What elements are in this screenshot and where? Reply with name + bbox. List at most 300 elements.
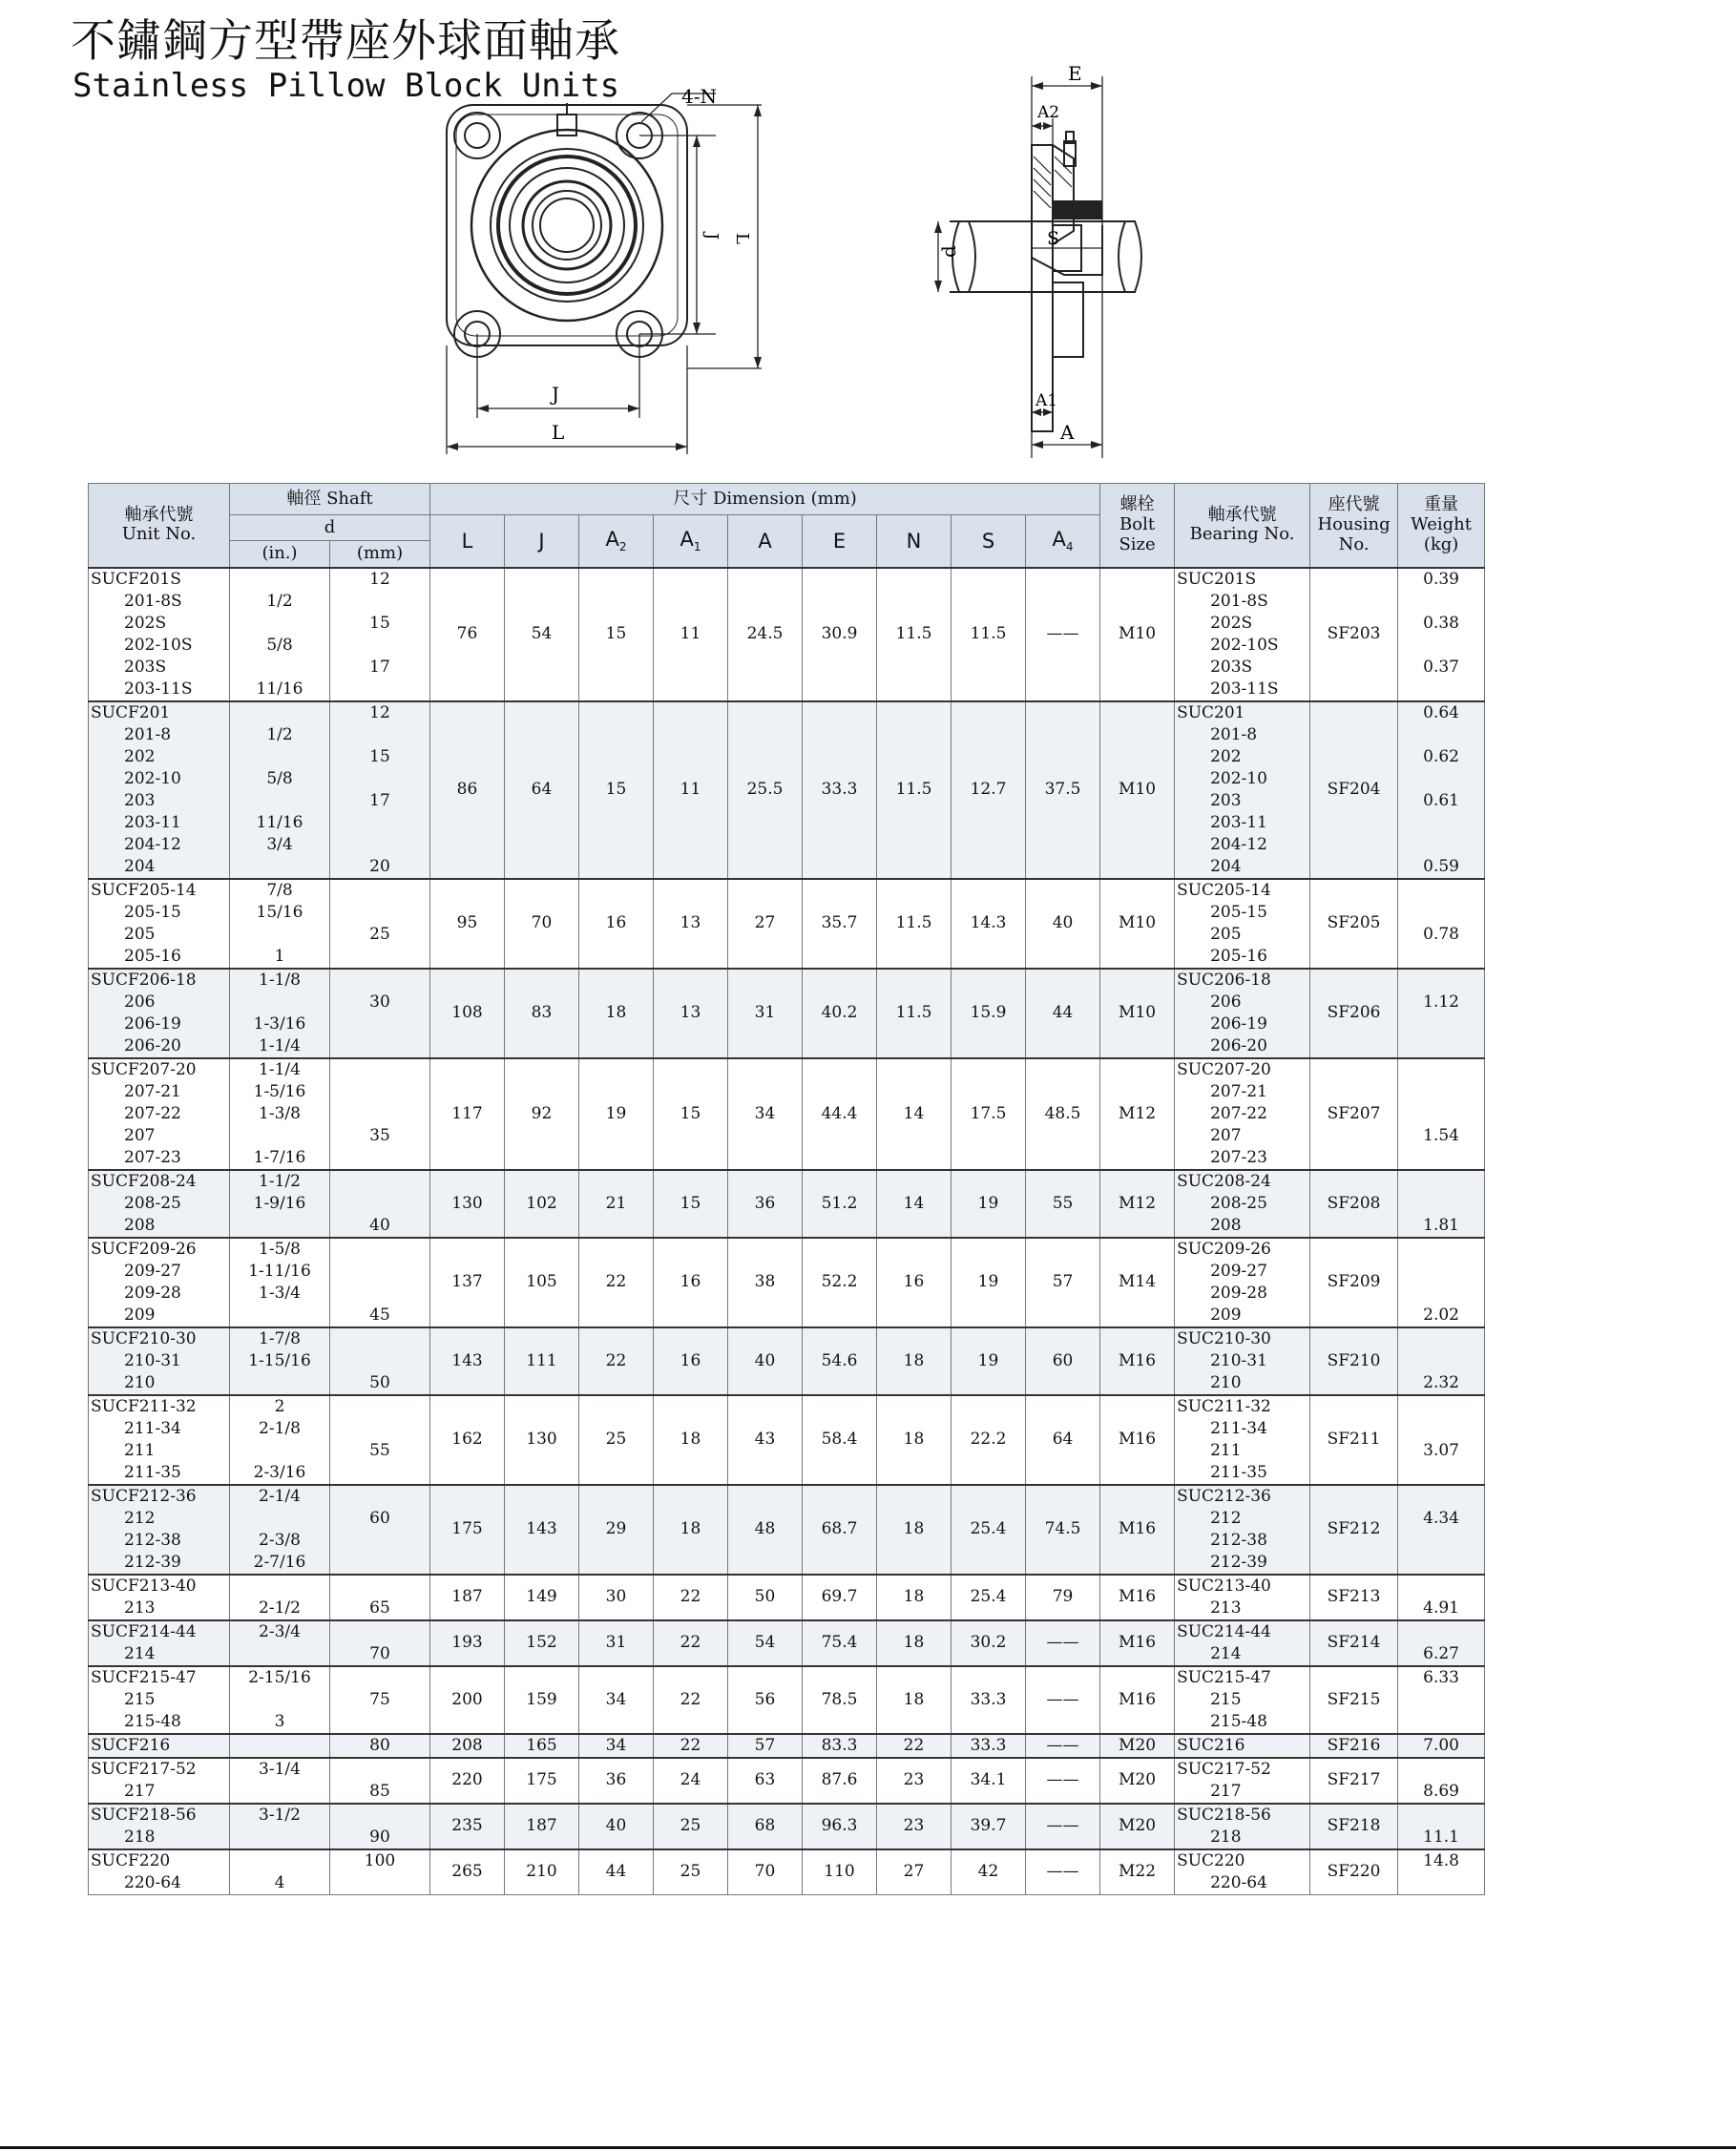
weight-cell: 4.91 xyxy=(1398,1575,1485,1620)
dim-s-cell: 17.5 xyxy=(952,1058,1026,1170)
dim-a-cell: 54 xyxy=(728,1620,803,1666)
weight-cell: 1.12 xyxy=(1398,969,1485,1058)
unit-no-cell: SUCF211-32 211-34 211 211-35 xyxy=(89,1395,230,1485)
dim-j-cell: 105 xyxy=(505,1238,579,1327)
bearing-no-cell: SUC214-44 214 xyxy=(1175,1620,1310,1666)
dim-bolt-cell: M20 xyxy=(1100,1758,1175,1804)
header-A1: $A_1$ xyxy=(654,515,728,568)
shaft-inch-cell: 7/8 15/16 1 xyxy=(230,879,330,969)
dim-s-cell: 42 xyxy=(952,1849,1026,1895)
shaft-mm-cell: 100 xyxy=(330,1849,430,1895)
dim-bolt-cell: M16 xyxy=(1100,1620,1175,1666)
label-a2: A2 xyxy=(1037,103,1060,122)
header-A2: $A_2$ xyxy=(579,515,654,568)
weight-cell: 2.02 xyxy=(1398,1238,1485,1327)
dim-j-cell: 159 xyxy=(505,1666,579,1734)
label-a: A xyxy=(1060,421,1075,444)
table-row xyxy=(89,1058,1485,1170)
dim-n-cell: 27 xyxy=(877,1849,952,1895)
dim-a4-cell: 79 xyxy=(1026,1575,1100,1620)
dim-a2-cell: 18 xyxy=(579,969,654,1058)
table-row xyxy=(89,1804,1485,1849)
bearing-no-cell: SUC201S 201-8S 202S 202-10S 203S 203-11S xyxy=(1175,568,1310,701)
label-a1: A1 xyxy=(1035,391,1058,410)
dim-e-cell: 87.6 xyxy=(803,1758,877,1804)
table-row xyxy=(89,1666,1485,1734)
housing-no-cell: SF217 xyxy=(1310,1758,1398,1804)
dim-l-cell: 95 xyxy=(430,879,505,969)
table-body xyxy=(89,568,1485,1895)
table-row xyxy=(89,1170,1485,1238)
header-N: N xyxy=(877,515,952,568)
dim-l-cell: 235 xyxy=(430,1804,505,1849)
dim-n-cell: 18 xyxy=(877,1575,952,1620)
table-row xyxy=(89,1849,1485,1895)
dim-bolt-cell: M20 xyxy=(1100,1734,1175,1758)
bearing-no-cell: SUC213-40 213 xyxy=(1175,1575,1310,1620)
dim-n-cell: 18 xyxy=(877,1395,952,1485)
bearing-no-cell: SUC211-32 211-34 211 211-35 xyxy=(1175,1395,1310,1485)
dim-a1-cell: 22 xyxy=(654,1734,728,1758)
unit-no-cell: SUCF217-52 217 xyxy=(89,1758,230,1804)
dim-s-cell: 22.2 xyxy=(952,1395,1026,1485)
housing-no-cell: SF216 xyxy=(1310,1734,1398,1758)
label-e: E xyxy=(1068,62,1082,85)
housing-no-cell: SF204 xyxy=(1310,701,1398,879)
dim-a2-cell: 31 xyxy=(579,1620,654,1666)
dim-a1-cell: 16 xyxy=(654,1327,728,1395)
table-row xyxy=(89,568,1485,701)
unit-no-cell: SUCF213-40 213 xyxy=(89,1575,230,1620)
dim-e-cell: 35.7 xyxy=(803,879,877,969)
dim-l-cell: 76 xyxy=(430,568,505,701)
unit-no-cell: SUCF216 xyxy=(89,1734,230,1758)
table-row xyxy=(89,1575,1485,1620)
dim-j-cell: 54 xyxy=(505,568,579,701)
shaft-mm-cell: 35 xyxy=(330,1058,430,1170)
dim-e-cell: 52.2 xyxy=(803,1238,877,1327)
bearing-no-cell: SUC216 xyxy=(1175,1734,1310,1758)
dim-j-cell: 83 xyxy=(505,969,579,1058)
dim-j-cell: 130 xyxy=(505,1395,579,1485)
dim-a-cell: 36 xyxy=(728,1170,803,1238)
dim-a4-cell: 57 xyxy=(1026,1238,1100,1327)
dim-e-cell: 51.2 xyxy=(803,1170,877,1238)
dim-e-cell: 96.3 xyxy=(803,1804,877,1849)
dim-j-cell: 187 xyxy=(505,1804,579,1849)
dim-j-cell: 102 xyxy=(505,1170,579,1238)
bearing-no-cell: SUC207-20 207-21 207-22 207 207-23 xyxy=(1175,1058,1310,1170)
shaft-inch-cell xyxy=(230,1734,330,1758)
housing-no-cell: SF211 xyxy=(1310,1395,1398,1485)
shaft-mm-cell: 70 xyxy=(330,1620,430,1666)
shaft-inch-cell: 3-1/2 xyxy=(230,1804,330,1849)
label-s: S xyxy=(1047,228,1060,249)
label-d: d xyxy=(937,245,960,258)
dim-a1-cell: 18 xyxy=(654,1395,728,1485)
dim-a4-cell: 64 xyxy=(1026,1395,1100,1485)
dim-a1-cell: 13 xyxy=(654,969,728,1058)
housing-no-cell: SF215 xyxy=(1310,1666,1398,1734)
weight-cell: 1.81 xyxy=(1398,1170,1485,1238)
header-unit-no: 軸承代號 Unit No. xyxy=(89,484,230,568)
dim-bolt-cell: M16 xyxy=(1100,1485,1175,1575)
unit-no-cell: SUCF206-18 206 206-19 206-20 xyxy=(89,969,230,1058)
dim-a2-cell: 19 xyxy=(579,1058,654,1170)
dim-bolt-cell: M12 xyxy=(1100,1170,1175,1238)
dim-l-cell: 86 xyxy=(430,701,505,879)
dim-l-cell: 220 xyxy=(430,1758,505,1804)
shaft-mm-cell: 55 xyxy=(330,1395,430,1485)
bearing-no-cell: SUC220 220-64 xyxy=(1175,1849,1310,1895)
dim-a1-cell: 11 xyxy=(654,701,728,879)
dim-a-cell: 31 xyxy=(728,969,803,1058)
dim-e-cell: 78.5 xyxy=(803,1666,877,1734)
dim-a4-cell: 40 xyxy=(1026,879,1100,969)
weight-cell: 0.64 0.62 0.61 0.59 xyxy=(1398,701,1485,879)
header-inch: (in.) xyxy=(230,541,330,568)
dim-a1-cell: 25 xyxy=(654,1804,728,1849)
dim-bolt-cell: M14 xyxy=(1100,1238,1175,1327)
dim-a2-cell: 22 xyxy=(579,1238,654,1327)
header-bearing-no: 軸承代號 Bearing No. xyxy=(1175,484,1310,568)
dim-n-cell: 11.5 xyxy=(877,879,952,969)
dim-s-cell: 12.7 xyxy=(952,701,1026,879)
housing-no-cell: SF218 xyxy=(1310,1804,1398,1849)
dim-a1-cell: 11 xyxy=(654,568,728,701)
table-row xyxy=(89,701,1485,879)
bearing-no-cell: SUC212-36 212 212-38 212-39 xyxy=(1175,1485,1310,1575)
unit-no-cell: SUCF201 201-8 202 202-10 203 203-11 204-12 204 xyxy=(89,701,230,879)
dim-j-cell: 111 xyxy=(505,1327,579,1395)
dim-l-cell: 200 xyxy=(430,1666,505,1734)
weight-cell: 3.07 xyxy=(1398,1395,1485,1485)
dim-n-cell: 14 xyxy=(877,1058,952,1170)
dim-a4-cell: —— xyxy=(1026,1804,1100,1849)
shaft-inch-cell: 3-1/4 xyxy=(230,1758,330,1804)
table-row xyxy=(89,969,1485,1058)
dim-n-cell: 14 xyxy=(877,1170,952,1238)
dim-a1-cell: 22 xyxy=(654,1666,728,1734)
shaft-mm-cell: 80 xyxy=(330,1734,430,1758)
dim-j-cell: 210 xyxy=(505,1849,579,1895)
unit-no-cell: SUCF208-24 208-25 208 xyxy=(89,1170,230,1238)
dim-j-cell: 64 xyxy=(505,701,579,879)
dim-a-cell: 25.5 xyxy=(728,701,803,879)
dim-n-cell: 23 xyxy=(877,1758,952,1804)
unit-no-cell: SUCF214-44 214 xyxy=(89,1620,230,1666)
bearing-no-cell: SUC210-30 210-31 210 xyxy=(1175,1327,1310,1395)
shaft-inch-cell: 1-7/8 1-15/16 xyxy=(230,1327,330,1395)
table-row xyxy=(89,1758,1485,1804)
table-row xyxy=(89,1620,1485,1666)
header-A4: $A_4$ xyxy=(1026,515,1100,568)
dim-j-cell: 152 xyxy=(505,1620,579,1666)
dim-a2-cell: 22 xyxy=(579,1327,654,1395)
dim-a4-cell: —— xyxy=(1026,1734,1100,1758)
dim-a2-cell: 36 xyxy=(579,1758,654,1804)
dim-l-cell: 108 xyxy=(430,969,505,1058)
dim-a4-cell: —— xyxy=(1026,1758,1100,1804)
dim-bolt-cell: M10 xyxy=(1100,879,1175,969)
dim-a2-cell: 15 xyxy=(579,568,654,701)
dim-j-cell: 175 xyxy=(505,1758,579,1804)
dim-n-cell: 18 xyxy=(877,1620,952,1666)
dim-bolt-cell: M16 xyxy=(1100,1666,1175,1734)
housing-no-cell: SF212 xyxy=(1310,1485,1398,1575)
dim-a4-cell: —— xyxy=(1026,1666,1100,1734)
dim-a4-cell: 60 xyxy=(1026,1327,1100,1395)
weight-cell: 8.69 xyxy=(1398,1758,1485,1804)
dim-e-cell: 33.3 xyxy=(803,701,877,879)
dim-s-cell: 14.3 xyxy=(952,879,1026,969)
dim-a1-cell: 15 xyxy=(654,1170,728,1238)
dim-a1-cell: 22 xyxy=(654,1620,728,1666)
dim-a-cell: 43 xyxy=(728,1395,803,1485)
shaft-mm-cell: 40 xyxy=(330,1170,430,1238)
dim-a2-cell: 16 xyxy=(579,879,654,969)
dim-a4-cell: 74.5 xyxy=(1026,1485,1100,1575)
dim-bolt-cell: M12 xyxy=(1100,1058,1175,1170)
label-j-vertical: J xyxy=(701,233,722,240)
header-housing-no: 座代號 Housing No. xyxy=(1310,484,1398,568)
weight-cell: 7.00 xyxy=(1398,1734,1485,1758)
weight-cell: 6.27 xyxy=(1398,1620,1485,1666)
page-subtitle: Stainless Pillow Block Units xyxy=(73,67,620,105)
shaft-inch-cell: 1-1/4 1-5/16 1-3/8 1-7/16 xyxy=(230,1058,330,1170)
dim-a-cell: 63 xyxy=(728,1758,803,1804)
shaft-mm-cell: 12 15 17 xyxy=(330,568,430,701)
shaft-inch-cell: 1-1/2 1-9/16 xyxy=(230,1170,330,1238)
dim-a4-cell: 44 xyxy=(1026,969,1100,1058)
header-E: E xyxy=(803,515,877,568)
unit-no-cell: SUCF209-26 209-27 209-28 209 xyxy=(89,1238,230,1327)
dim-e-cell: 54.6 xyxy=(803,1327,877,1395)
weight-cell: 11.1 xyxy=(1398,1804,1485,1849)
unit-no-cell: SUCF215-47 215 215-48 xyxy=(89,1666,230,1734)
dim-a-cell: 68 xyxy=(728,1804,803,1849)
shaft-mm-cell: 90 xyxy=(330,1804,430,1849)
unit-no-cell: SUCF205-14 205-15 205 205-16 xyxy=(89,879,230,969)
table-row xyxy=(89,1238,1485,1327)
dim-a-cell: 70 xyxy=(728,1849,803,1895)
dim-a4-cell: —— xyxy=(1026,1849,1100,1895)
spec-table xyxy=(88,483,1485,1895)
dim-a4-cell: —— xyxy=(1026,1620,1100,1666)
shaft-mm-cell: 75 xyxy=(330,1666,430,1734)
dim-n-cell: 11.5 xyxy=(877,701,952,879)
bearing-no-cell: SUC209-26 209-27 209-28 209 xyxy=(1175,1238,1310,1327)
shaft-inch-cell: 2-3/4 xyxy=(230,1620,330,1666)
unit-no-cell: SUCF218-56 218 xyxy=(89,1804,230,1849)
dim-s-cell: 34.1 xyxy=(952,1758,1026,1804)
dim-j-cell: 165 xyxy=(505,1734,579,1758)
dim-l-cell: 117 xyxy=(430,1058,505,1170)
table-row xyxy=(89,1734,1485,1758)
dim-s-cell: 25.4 xyxy=(952,1575,1026,1620)
dim-a-cell: 50 xyxy=(728,1575,803,1620)
unit-no-cell: SUCF207-20 207-21 207-22 207 207-23 xyxy=(89,1058,230,1170)
dim-bolt-cell: M16 xyxy=(1100,1327,1175,1395)
unit-no-cell: SUCF212-36 212 212-38 212-39 xyxy=(89,1485,230,1575)
dim-e-cell: 69.7 xyxy=(803,1575,877,1620)
unit-no-cell: SUCF220 220-64 xyxy=(89,1849,230,1895)
dim-j-cell: 143 xyxy=(505,1485,579,1575)
dim-n-cell: 22 xyxy=(877,1734,952,1758)
weight-cell: 14.8 xyxy=(1398,1849,1485,1895)
dim-a-cell: 27 xyxy=(728,879,803,969)
shaft-inch-cell: 1/2 5/8 11/16 xyxy=(230,568,330,701)
dim-bolt-cell: M10 xyxy=(1100,568,1175,701)
bearing-no-cell: SUC205-14 205-15 205 205-16 xyxy=(1175,879,1310,969)
shaft-mm-cell: 65 xyxy=(330,1575,430,1620)
dim-n-cell: 16 xyxy=(877,1238,952,1327)
dim-bolt-cell: M10 xyxy=(1100,701,1175,879)
dim-a4-cell: 37.5 xyxy=(1026,701,1100,879)
header-A: A xyxy=(728,515,803,568)
dim-bolt-cell: M10 xyxy=(1100,969,1175,1058)
dim-a4-cell: —— xyxy=(1026,568,1100,701)
dim-a4-cell: 48.5 xyxy=(1026,1058,1100,1170)
dim-bolt-cell: M16 xyxy=(1100,1395,1175,1485)
shaft-inch-cell: 2-15/16 3 xyxy=(230,1666,330,1734)
dim-a-cell: 56 xyxy=(728,1666,803,1734)
table-row xyxy=(89,879,1485,969)
dim-l-cell: 208 xyxy=(430,1734,505,1758)
dim-n-cell: 18 xyxy=(877,1485,952,1575)
dim-l-cell: 193 xyxy=(430,1620,505,1666)
dim-a2-cell: 44 xyxy=(579,1849,654,1895)
page-title: 不鏽鋼方型帶座外球面軸承 xyxy=(71,15,620,68)
weight-cell: 4.34 xyxy=(1398,1485,1485,1575)
dim-n-cell: 18 xyxy=(877,1666,952,1734)
dim-a-cell: 57 xyxy=(728,1734,803,1758)
dim-s-cell: 25.4 xyxy=(952,1485,1026,1575)
dim-a-cell: 34 xyxy=(728,1058,803,1170)
dim-l-cell: 143 xyxy=(430,1327,505,1395)
housing-no-cell: SF206 xyxy=(1310,969,1398,1058)
label-l-horizontal: L xyxy=(552,421,565,444)
dim-a4-cell: 55 xyxy=(1026,1170,1100,1238)
dim-l-cell: 175 xyxy=(430,1485,505,1575)
housing-no-cell: SF203 xyxy=(1310,568,1398,701)
weight-cell: 6.33 xyxy=(1398,1666,1485,1734)
dim-s-cell: 19 xyxy=(952,1238,1026,1327)
shaft-mm-cell: 30 xyxy=(330,969,430,1058)
weight-cell: 2.32 xyxy=(1398,1327,1485,1395)
dim-a-cell: 24.5 xyxy=(728,568,803,701)
dim-s-cell: 19 xyxy=(952,1170,1026,1238)
housing-no-cell: SF220 xyxy=(1310,1849,1398,1895)
dim-e-cell: 83.3 xyxy=(803,1734,877,1758)
housing-no-cell: SF213 xyxy=(1310,1575,1398,1620)
header-J: J xyxy=(505,515,579,568)
housing-no-cell: SF208 xyxy=(1310,1170,1398,1238)
dim-a1-cell: 16 xyxy=(654,1238,728,1327)
shaft-mm-cell: 60 xyxy=(330,1485,430,1575)
dim-e-cell: 58.4 xyxy=(803,1395,877,1485)
housing-no-cell: SF214 xyxy=(1310,1620,1398,1666)
dim-a1-cell: 24 xyxy=(654,1758,728,1804)
bearing-no-cell: SUC218-56 218 xyxy=(1175,1804,1310,1849)
unit-no-cell: SUCF201S 201-8S 202S 202-10S 203S 203-11S xyxy=(89,568,230,701)
dim-e-cell: 44.4 xyxy=(803,1058,877,1170)
dim-l-cell: 137 xyxy=(430,1238,505,1327)
dim-a2-cell: 34 xyxy=(579,1666,654,1734)
housing-no-cell: SF209 xyxy=(1310,1238,1398,1327)
shaft-inch-cell: 2-1/2 xyxy=(230,1575,330,1620)
dim-s-cell: 39.7 xyxy=(952,1804,1026,1849)
dim-e-cell: 40.2 xyxy=(803,969,877,1058)
weight-cell: 0.39 0.38 0.37 xyxy=(1398,568,1485,701)
shaft-inch-cell: 2-1/4 2-3/8 2-7/16 xyxy=(230,1485,330,1575)
table-row xyxy=(89,1327,1485,1395)
dim-a2-cell: 34 xyxy=(579,1734,654,1758)
dim-a1-cell: 15 xyxy=(654,1058,728,1170)
header-shaft: 軸徑 Shaft xyxy=(230,484,430,515)
shaft-mm-cell: 25 xyxy=(330,879,430,969)
shaft-inch-cell: 2 2-1/8 2-3/16 xyxy=(230,1395,330,1485)
dim-s-cell: 15.9 xyxy=(952,969,1026,1058)
dim-l-cell: 162 xyxy=(430,1395,505,1485)
shaft-inch-cell: 1-5/8 1-11/16 1-3/4 xyxy=(230,1238,330,1327)
header-S: S xyxy=(952,515,1026,568)
housing-no-cell: SF207 xyxy=(1310,1058,1398,1170)
table-row xyxy=(89,1395,1485,1485)
label-l-vertical: L xyxy=(732,233,752,244)
dim-a2-cell: 30 xyxy=(579,1575,654,1620)
bottom-rule xyxy=(0,2146,1736,2149)
dim-a1-cell: 13 xyxy=(654,879,728,969)
dim-n-cell: 11.5 xyxy=(877,568,952,701)
dim-bolt-cell: M22 xyxy=(1100,1849,1175,1895)
table-row xyxy=(89,1485,1485,1575)
header-bolt-size: 螺栓 Bolt Size xyxy=(1100,484,1175,568)
housing-no-cell: SF205 xyxy=(1310,879,1398,969)
dim-a2-cell: 21 xyxy=(579,1170,654,1238)
weight-cell: 1.54 xyxy=(1398,1058,1485,1170)
dim-e-cell: 110 xyxy=(803,1849,877,1895)
housing-no-cell: SF210 xyxy=(1310,1327,1398,1395)
header-weight: 重量 Weight (kg) xyxy=(1398,484,1485,568)
side-view-drawing xyxy=(931,57,1179,458)
dim-a2-cell: 15 xyxy=(579,701,654,879)
dim-a1-cell: 22 xyxy=(654,1575,728,1620)
dim-a1-cell: 25 xyxy=(654,1849,728,1895)
label-4n: 4-N xyxy=(681,85,717,108)
dim-e-cell: 68.7 xyxy=(803,1485,877,1575)
dim-a2-cell: 29 xyxy=(579,1485,654,1575)
header-dimension: 尺寸 Dimension (mm) xyxy=(430,484,1100,515)
dim-a-cell: 40 xyxy=(728,1327,803,1395)
label-j-horizontal: J xyxy=(552,383,560,406)
shaft-inch-cell: 1/2 5/8 11/16 3/4 xyxy=(230,701,330,879)
bearing-no-cell: SUC206-18 206 206-19 206-20 xyxy=(1175,969,1310,1058)
dim-a1-cell: 18 xyxy=(654,1485,728,1575)
dim-j-cell: 70 xyxy=(505,879,579,969)
weight-cell: 0.78 xyxy=(1398,879,1485,969)
bearing-no-cell: SUC215-47 215 215-48 xyxy=(1175,1666,1310,1734)
dim-l-cell: 265 xyxy=(430,1849,505,1895)
dim-l-cell: 130 xyxy=(430,1170,505,1238)
dim-bolt-cell: M20 xyxy=(1100,1804,1175,1849)
bearing-no-cell: SUC201 201-8 202 202-10 203 203-11 204-12 204 xyxy=(1175,701,1310,879)
dim-a-cell: 38 xyxy=(728,1238,803,1327)
dim-j-cell: 92 xyxy=(505,1058,579,1170)
header-mm: (mm) xyxy=(330,541,430,568)
shaft-inch-cell: 1-1/8 1-3/16 1-1/4 xyxy=(230,969,330,1058)
shaft-mm-cell: 12 15 17 20 xyxy=(330,701,430,879)
